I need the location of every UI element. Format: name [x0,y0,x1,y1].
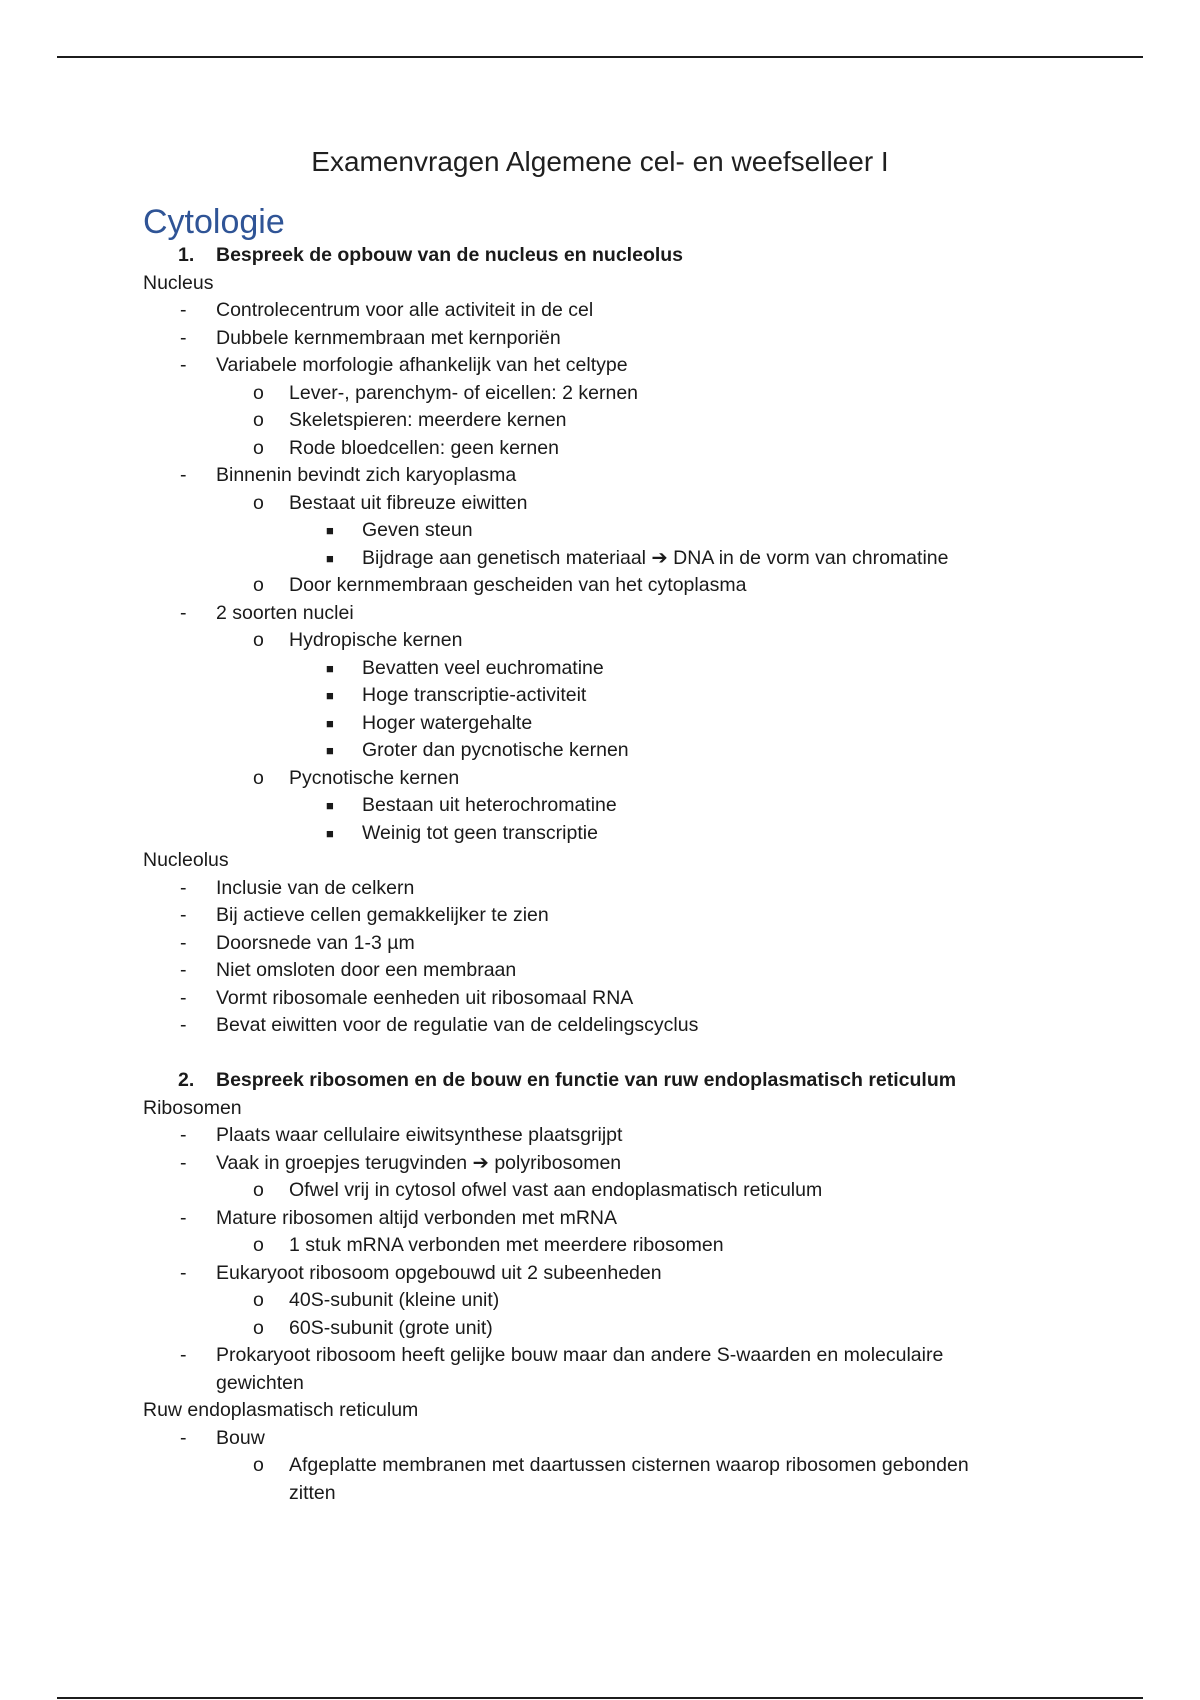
sub-sub-list-item [0,820,1200,848]
bullet-marker: - [180,1426,187,1449]
list-item [0,1342,1200,1370]
line-text: Mature ribosomen altijd verbonden met mRNA [216,1206,618,1229]
bullet-marker: o [253,381,264,404]
question-number: 2. [178,1069,195,1091]
line-text: Eukaryoot ribosoom opgebouwd uit 2 subeenheden [216,1261,662,1284]
line-text: Plaats waar cellulaire eiwitsynthese plaatsgrijpt [216,1124,623,1146]
sub-sub-list-item [0,682,1200,710]
list-item [0,600,1200,628]
list-item [0,462,1200,490]
sub-list-item [0,1452,1200,1480]
bullet-marker: o [253,1316,264,1339]
subheading [0,1095,1200,1123]
line-text: Rode bloedcellen: geen kernen [289,436,559,459]
bullet-marker: o [253,409,264,431]
line-text: Ruw endoplasmatisch reticulum [143,1399,419,1421]
sub-list-item [0,627,1200,655]
list-item [0,957,1200,985]
sub-list-item [0,1480,1200,1508]
line-text: Groter dan pycnotische kernen [362,739,629,761]
line-text: Vormt ribosomale eenheden uit ribosomaal RNA [216,986,634,1009]
question-heading [0,1067,1200,1095]
line-text: Controlecentrum voor alle activiteit in de cel [216,299,594,321]
bullet-marker: - [180,904,187,926]
line-text: Ribosomen [143,1096,242,1119]
sub-sub-list-item [0,545,1200,573]
list-item [0,985,1200,1013]
line-text: Hoge transcriptie-activiteit [362,684,587,706]
line-text: zitten [289,1481,336,1504]
bullet-marker: - [180,959,187,981]
line-text: 60S-subunit (grote unit) [289,1316,493,1339]
bullet-marker: ■ [326,715,334,731]
line-text: Geven steun [362,519,473,541]
bullet-marker: - [180,1206,187,1229]
line-text: Nucleus [143,271,214,294]
document-title: Examenvragen Algemene cel- en weefselleer I [311,146,889,177]
blank-line [0,1040,1200,1068]
line-text: Niet omsloten door een membraan [216,959,517,981]
line-text: Bestaan uit heterochromatine [362,794,617,816]
bullet-marker: - [180,1151,187,1174]
sub-list-item [0,1232,1200,1260]
bullet-marker: - [180,326,187,349]
list-item [0,1260,1200,1288]
line-text: Pycnotische kernen [289,766,460,789]
question-heading [0,242,1200,270]
line-text: Variabele morfologie afhankelijk van het celtype [216,354,628,376]
bullet-marker: - [180,1124,187,1146]
sub-list-item [0,435,1200,463]
sub-sub-list-item [0,655,1200,683]
line-text: Bevat eiwitten voor de regulatie van de celdelingscyclus [216,1014,699,1036]
line-text: Dubbele kernmembraan met kernporiën [216,326,561,349]
sub-list-item [0,572,1200,600]
line-text: gewichten [216,1371,304,1394]
list-item [0,352,1200,380]
bullet-marker: o [253,766,264,789]
bullet-marker: ■ [326,688,334,703]
question-number: 1. [178,244,195,266]
line-text: Skeletspieren: meerdere kernen [289,409,567,431]
bullet-marker: - [180,354,187,376]
footer-rule [57,1697,1143,1699]
line-text: Bevatten veel euchromatine [362,656,604,679]
list-item [0,1150,1200,1178]
line-text: Hydropische kernen [289,629,463,651]
bullet-marker: - [180,464,187,486]
line-text: 40S-subunit (kleine unit) [289,1289,500,1311]
line-text: Nucleolus [143,849,229,871]
sub-sub-list-item [0,737,1200,765]
bullet-marker: - [180,876,187,899]
list-item [0,325,1200,353]
sub-list-item [0,1287,1200,1315]
document-body [0,242,1200,1507]
line-text: Bouw [216,1426,265,1449]
header-rule [57,56,1143,58]
bullet-marker: - [180,299,187,321]
subheading [0,1397,1200,1425]
line-text: 2 soorten nuclei [216,601,354,624]
bullet-marker: o [253,1454,264,1476]
bullet-marker: o [253,629,264,651]
line-text: Lever-, parenchym- of eicellen: 2 kernen [289,381,639,404]
line-text: Bespreek de opbouw van de nucleus en nucleolus [216,244,684,266]
sub-sub-list-item [0,710,1200,738]
sub-list-item [0,490,1200,518]
line-text: Binnenin bevindt zich karyoplasma [216,464,517,486]
bullet-marker: ■ [326,798,334,813]
bullet-marker: - [180,1014,187,1036]
bullet-marker: ■ [326,550,334,566]
list-item [0,1205,1200,1233]
line-text: Afgeplatte membranen met daartussen cisternen waarop ribosomen gebonden [289,1454,969,1476]
line-text: Inclusie van de celkern [216,876,415,899]
sub-list-item [0,407,1200,435]
sub-list-item [0,1177,1200,1205]
bullet-marker: ■ [326,825,334,841]
list-item [0,875,1200,903]
section-heading: Cytologie [143,203,285,241]
line-text: Bestaat uit fibreuze eiwitten [289,491,528,514]
bullet-marker: - [180,1344,187,1366]
line-text: Bij actieve cellen gemakkelijker te zien [216,904,549,926]
bullet-marker: o [253,491,264,514]
bullet-marker: o [253,1234,264,1256]
sub-list-item [0,380,1200,408]
bullet-marker: ■ [326,743,334,758]
line-text: Bijdrage aan genetisch materiaal ➔ DNA in de vorm van chromatine [362,546,949,569]
bullet-marker: - [180,601,187,624]
bullet-marker: - [180,1261,187,1284]
bullet-marker: o [253,574,264,596]
bullet-marker: - [180,931,187,954]
list-item [0,1012,1200,1040]
bullet-marker: o [253,436,264,459]
list-item [0,1122,1200,1150]
line-text: Hoger watergehalte [362,711,533,734]
list-item [0,930,1200,958]
bullet-marker: ■ [326,523,334,538]
list-item [0,297,1200,325]
line-text: Door kernmembraan gescheiden van het cytoplasma [289,574,747,596]
line-text: Weinig tot geen transcriptie [362,821,598,844]
list-item [0,1425,1200,1453]
bullet-marker: ■ [326,660,334,676]
sub-list-item [0,1315,1200,1343]
list-item [0,902,1200,930]
subheading [0,270,1200,298]
bullet-marker: o [253,1289,264,1311]
line-text: Doorsnede van 1-3 µm [216,931,415,954]
line-text: Prokaryoot ribosoom heeft gelijke bouw maar dan andere S-waarden en moleculaire [216,1344,944,1366]
line-text: Ofwel vrij in cytosol ofwel vast aan endoplasmatisch reticulum [289,1179,823,1201]
bullet-marker: o [253,1179,264,1201]
sub-sub-list-item [0,792,1200,820]
list-item [0,1370,1200,1398]
line-text: 1 stuk mRNA verbonden met meerdere ribosomen [289,1234,724,1256]
subheading [0,847,1200,875]
line-text: Bespreek ribosomen en de bouw en functie van ruw endoplasmatisch reticulum [216,1069,957,1091]
sub-sub-list-item [0,517,1200,545]
bullet-marker: - [180,986,187,1009]
line-text: Vaak in groepjes terugvinden ➔ polyribosomen [216,1151,622,1174]
sub-list-item [0,765,1200,793]
